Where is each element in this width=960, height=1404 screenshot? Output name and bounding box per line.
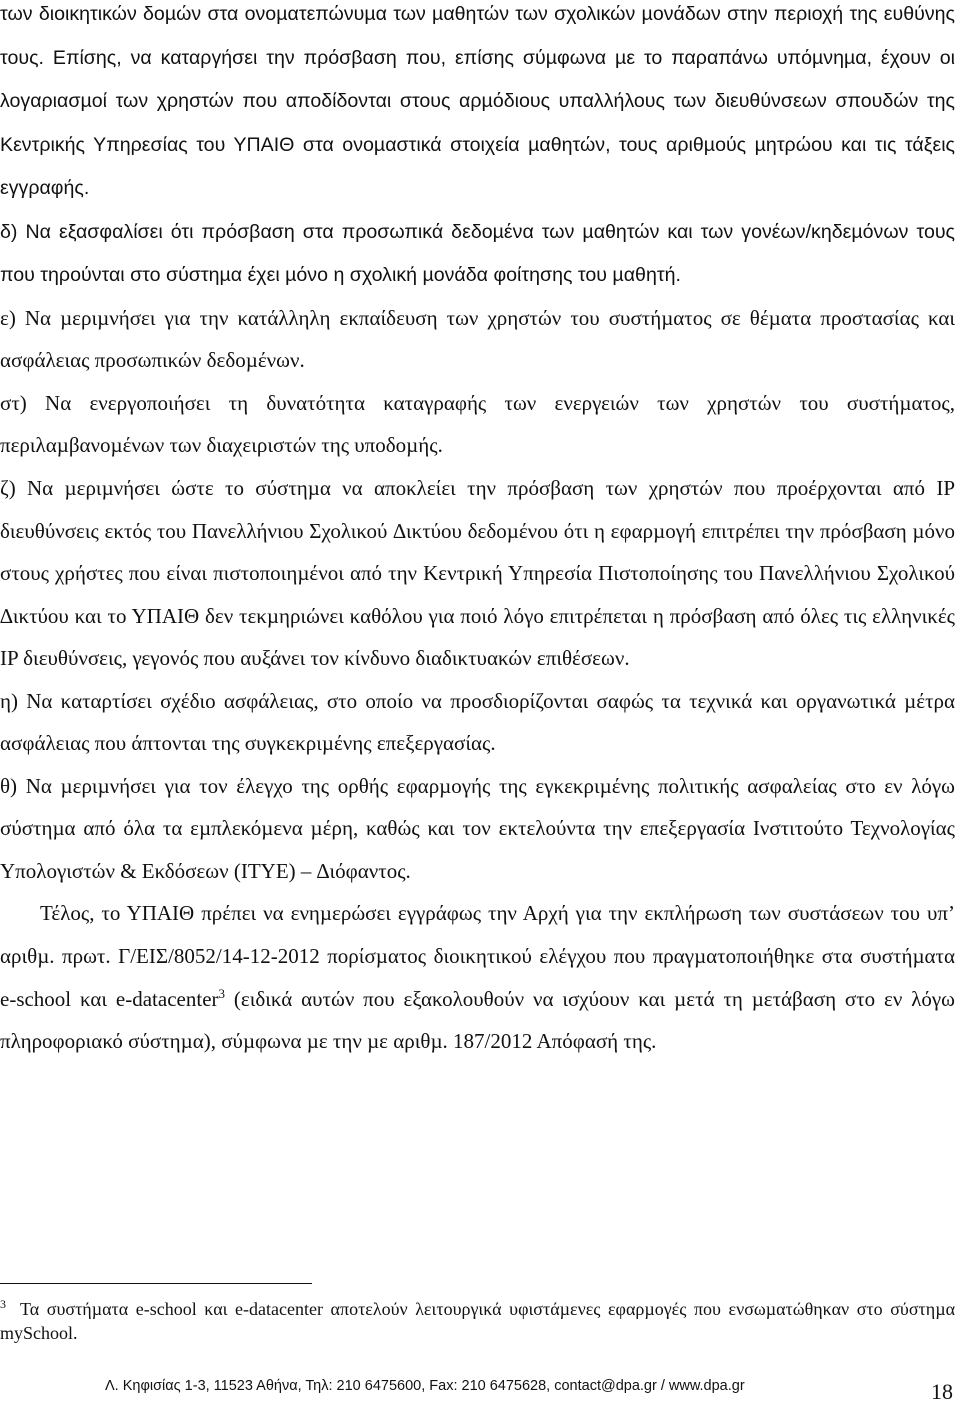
paragraph-item-z <box>0 467 955 680</box>
footnote-separator <box>0 1283 312 1284</box>
paragraph-text: η) Να καταρτίσει σχέδιο ασφάλειας, στο οποίο να προσδιορίζονται σαφώς τα τεχνικά και οργανωτικά µέτρα ασφάλειας που άπτονται της συγκεκριµένης επεξεργασίας. <box>0 688 955 756</box>
paragraph-text: Τέλος, το ΥΠΑΙΘ πρέπει να ενηµερώσει εγγράφως την Αρχή για την εκπλήρωση των συστάσεων του υπ’ αριθµ. πρωτ. Γ/ΕΙΣ/8052/14-12-2012 πορίσµατος διοικητικού ελέγχου που πραγµατοποιήθηκε στα συστήµατα e-school και e-datacenter <box>0 901 955 1011</box>
paragraph-text: των διοικητικών δοµών στα ονοµατεπώνυµα των µαθητών των σχολικών µονάδων στην περιοχή της ευθύνης τους. Επίσης, να καταργήσει την πρόσβαση που, επίσης σύµφωνα µε το παραπάνω υπόµνηµα, έχουν οι λογαριασµοί των χρηστών που αποδίδονται στους αρµόδιους υπαλλήλους των διευθύνσεων σπουδών της Κεντρικής Υπηρεσίας του ΥΠΑΙΘ στα ονοµαστικά στοιχεία µαθητών, τους αριθµούς µητρώου και τις τάξεις εγγραφής. <box>0 3 955 200</box>
paragraph-item-e <box>0 297 955 382</box>
paragraph-text: στ) Να ενεργοποιήσει τη δυνατότητα καταγραφής των ενεργειών των χρηστών του συστήµατος, περιλαµβανοµένων των διαχειριστών της υποδοµής. <box>0 390 955 458</box>
footnote-reference: 3 <box>218 985 226 1001</box>
paragraph-text: θ) Να µεριµνήσει για τον έλεγχο της ορθής εφαρµογής της εγκεκριµένης πολιτικής ασφαλείας στο εν λόγω σύστηµα από όλα τα εµπλεκόµενα µέρη, καθώς και τον εκτελούντα την επεξεργασία Ινστιτούτο Τεχνολογίας Υπολογιστών & Εκδόσεων (ΙΤΥΕ) – ∆ιόφαντος. <box>0 773 955 883</box>
paragraph-item-i <box>0 680 955 765</box>
paragraph-item-th <box>0 765 955 893</box>
paragraph-continuation <box>0 0 955 210</box>
paragraph-item-d <box>0 210 955 297</box>
paragraph-text: ζ) Να µεριµνήσει ώστε το σύστηµα να αποκλείει την πρόσβαση των χρηστών που προέρχονται από IP διευθύνσεις εκτός του Πανελλήνιου Σχολικού ∆ικτύου δεδοµένου ότι η εφαρµογή επιτρέπει την πρόσβαση µόνο στους χρήστες που είναι πιστοποιηµένοι από την Κεντρική Υπηρεσία Πιστοποίησης του Πανελλήνιου Σχολικού ∆ικτύου και το ΥΠΑΙΘ δεν τεκµηριώνει καθόλου για ποιό λόγο επιτρέπεται η πρόσβαση από όλες τις ελληνικές IP διευθύνσεις, γεγονός που αυξάνει τον κίνδυνο διαδικτυακών επιθέσεων. <box>0 476 955 671</box>
footnote <box>0 1297 955 1345</box>
paragraph-text: ε) Να µεριµνήσει για την κατάλληλη εκπαίδευση των χρηστών του συστήµατος σε θέµατα προστασίας και ασφάλειας προσωπικών δεδοµένων. <box>0 305 955 373</box>
page-number: 18 <box>931 1379 953 1404</box>
footnote-number: 3 <box>0 1297 6 1311</box>
footnote-text: Τα συστήµατα e-school και e-datacenter αποτελούν λειτουργικά υφιστάµενες εφαρµογές που ενσωµατώθηκαν στο σύστηµα mySchool. <box>0 1299 955 1343</box>
paragraph-item-st <box>0 382 955 467</box>
paragraph-text: δ) Να εξασφαλίσει ότι πρόσβαση στα προσωπικά δεδοµένα των µαθητών και των γονέων/κηδεµόνων τους που τηρούνται στο σύστηµα έχει µόνο η σχολική µονάδα φοίτησης του µαθητή. <box>0 220 955 287</box>
paragraph-conclusion <box>0 892 955 1062</box>
footer-address: Λ. Κηφισίας 1-3, 11523 Αθήνα, Τηλ: 210 6475600, Fax: 210 6475628, contact@dpa.gr / www.dpa.gr <box>105 1378 745 1394</box>
paragraph-text: (ειδικά αυτών που εξακολουθούν να ισχύουν και µετά τη µετάβαση στο εν λόγω πληροφοριακό σύστηµα), σύµφωνα µε την µε αριθµ. 187/2012 Απόφασή της. <box>0 986 956 1054</box>
